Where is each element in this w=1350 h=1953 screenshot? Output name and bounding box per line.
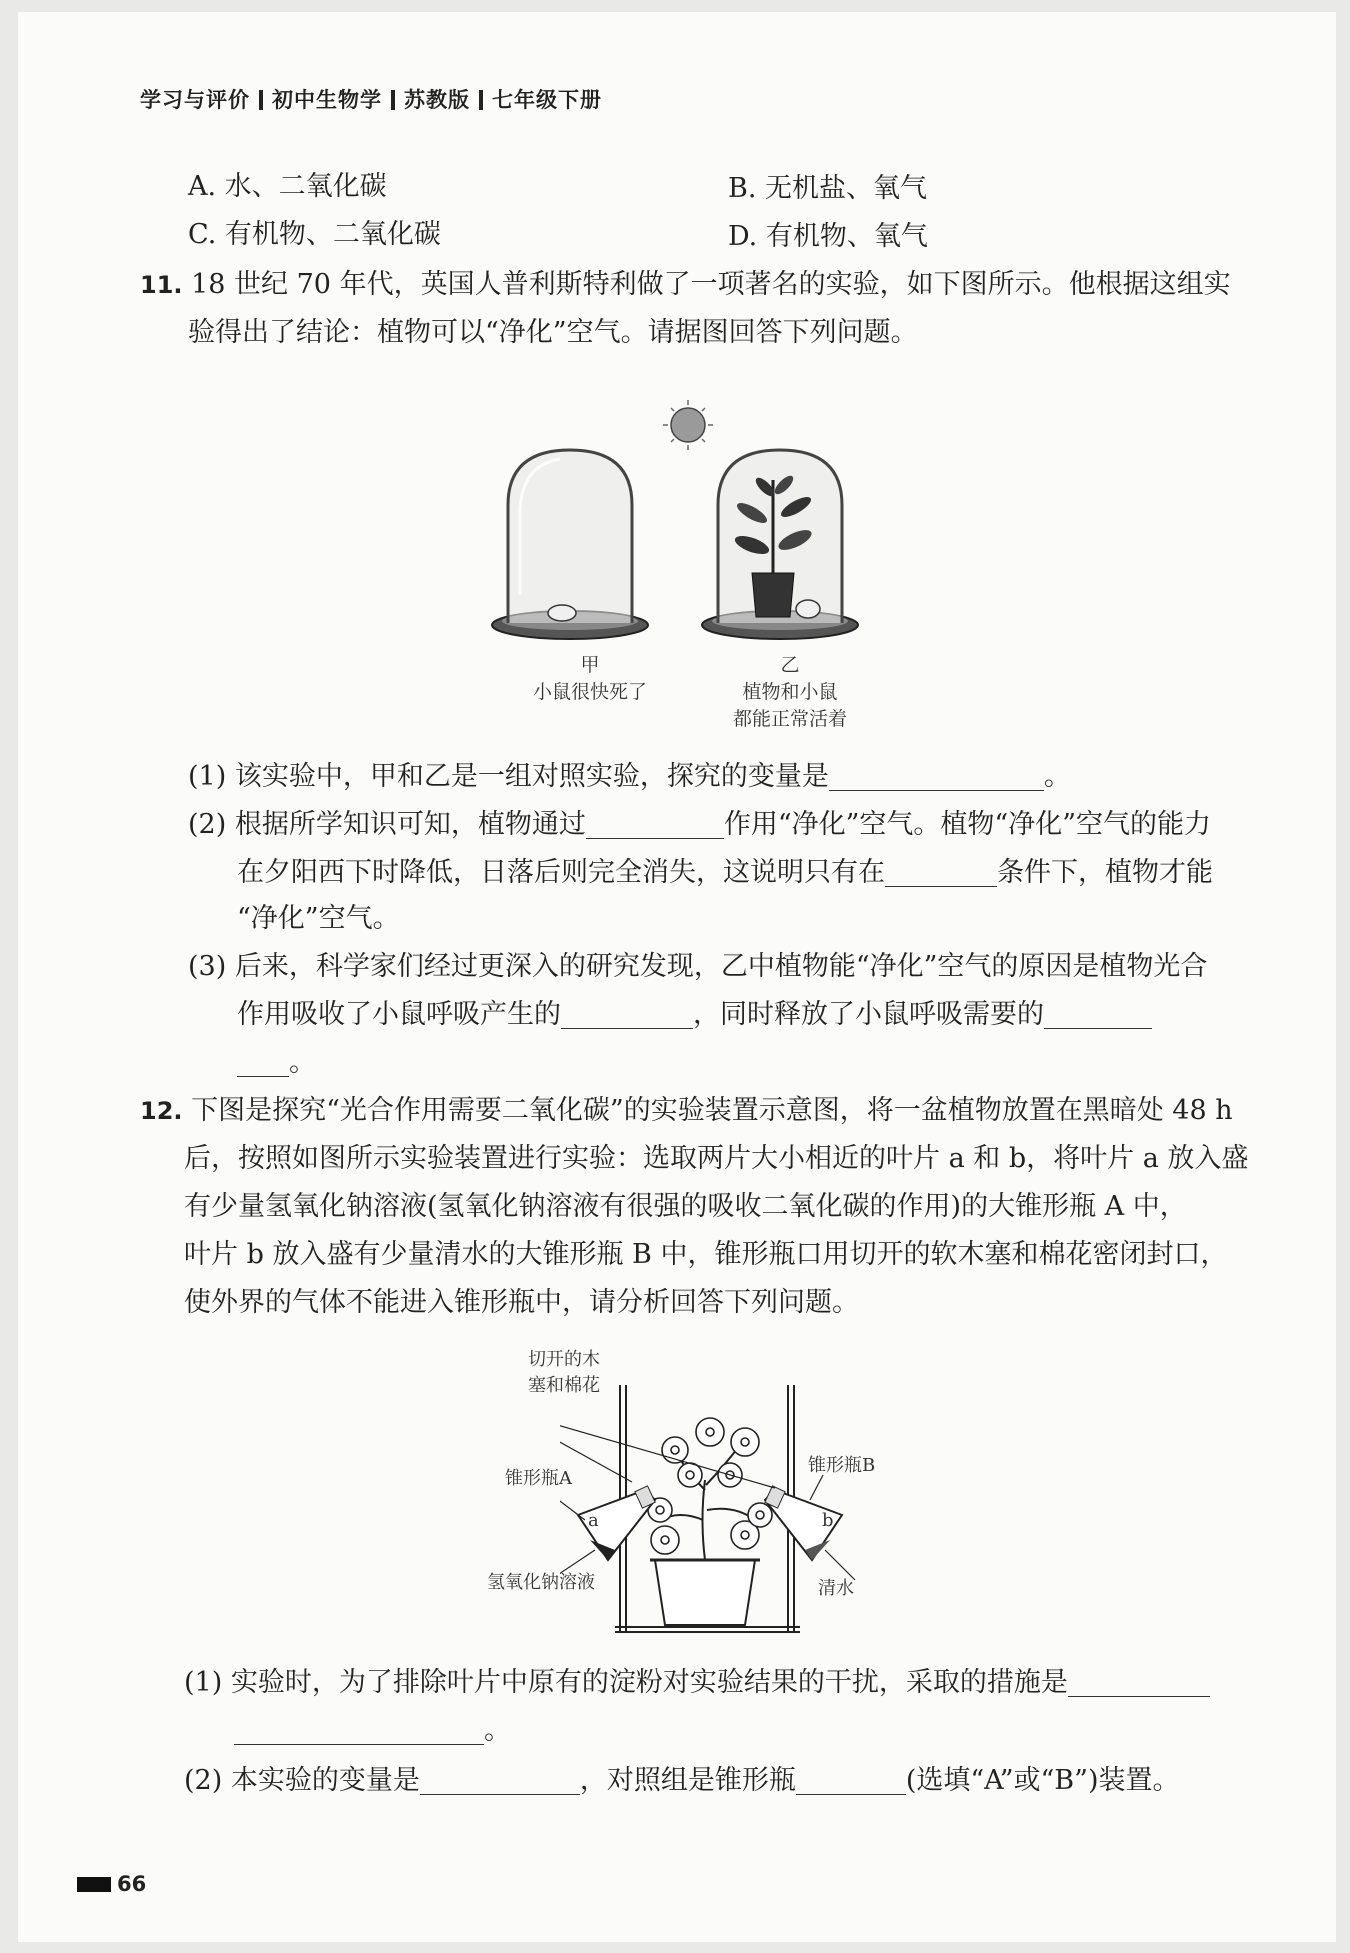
q11-sub2-text-a: (2) 根据所学知识可知，植物通过 (188, 809, 586, 840)
q12-line3: 有少量氢氧化钠溶液(氢氧化钠溶液有很强的吸收二氧化碳的作用)的大锥形瓶 A 中， (184, 1191, 1187, 1222)
q12-sub1-text: (1) 实验时，为了排除叶片中原有的淀粉对实验结果的干扰，采取的措施是 (184, 1667, 1068, 1698)
q12-line1 (140, 1096, 1233, 1126)
q12-text-1: 下图是探究“光合作用需要二氧化碳”的实验装置示意图，将一盆植物放置在黑暗处 48 h (191, 1095, 1233, 1126)
header-separator (479, 90, 483, 110)
q12-sub2 (184, 1766, 1179, 1796)
q11-sub3-end: 。 (289, 1047, 316, 1078)
flower-pot (655, 1560, 755, 1625)
leaf-a-label: a (588, 1510, 599, 1531)
q12-sub2-text-c: (选填“A”或“B”)装置。 (905, 1765, 1180, 1796)
q11-sub1-end: 。 (1043, 761, 1071, 792)
q12-number: 12. (140, 1097, 183, 1125)
flask-a-label: 锥形瓶A (505, 1468, 572, 1489)
leaf-b-label: b (822, 1510, 834, 1531)
q11-number: 11. (140, 271, 183, 299)
q11-sub3-text-c: ，同时释放了小鼠呼吸需要的 (693, 999, 1044, 1030)
living-mouse (796, 600, 820, 618)
q11-sub3-line2 (237, 1000, 1152, 1030)
q11-sub2-text-d: 条件下，植物才能 (997, 857, 1213, 888)
bell-jar-yi (702, 450, 858, 639)
header-subject: 初中生物学 (272, 88, 382, 112)
q11-sub2-line1 (188, 810, 1211, 840)
q11-line1 (140, 270, 1231, 300)
answer-blank[interactable] (1044, 1002, 1152, 1029)
dead-mouse (548, 605, 576, 621)
answer-blank[interactable] (586, 812, 724, 839)
option-d: D. 有机物、氧气 (728, 221, 928, 252)
q12-sub2-text-a: (2) 本实验的变量是 (184, 1765, 420, 1796)
header-separator (391, 90, 395, 110)
q12-line4: 叶片 b 放入盛有少量清水的大锥形瓶 B 中，锥形瓶口用切开的软木塞和棉花密闭封口， (184, 1239, 1228, 1270)
header-edition: 苏教版 (404, 88, 470, 112)
q12-sub1-line2 (234, 1716, 511, 1746)
q12-sub1-line1 (184, 1668, 1210, 1698)
header-grade: 七年级下册 (492, 88, 602, 112)
option-a: A. 水、二氧化碳 (188, 171, 387, 202)
answer-blank[interactable] (234, 1718, 484, 1745)
q11-line2: 验得出了结论：植物可以“净化”空气。请据图回答下列问题。 (188, 317, 918, 348)
answer-blank[interactable] (420, 1768, 580, 1795)
running-header (140, 84, 602, 114)
answer-blank[interactable] (885, 860, 997, 887)
answer-blank[interactable] (237, 1050, 289, 1077)
sun-icon (663, 400, 713, 450)
yi-caption-2: 都能正常活着 (732, 708, 847, 730)
q11-sub2-text-c: 在夕阳西下时降低，日落后则完全消失，这说明只有在 (237, 857, 885, 888)
yi-label: 乙 (780, 654, 800, 676)
option-b: B. 无机盐、氧气 (728, 173, 928, 204)
water-label: 清水 (818, 1578, 854, 1599)
answer-blank[interactable] (796, 1768, 906, 1795)
header-separator (259, 90, 263, 110)
flask-b-label: 锥形瓶B (808, 1455, 876, 1476)
q12-line2: 后，按照如图所示实验装置进行实验：选取两片大小相近的叶片 a 和 b，将叶片 a 放入盛 (184, 1143, 1249, 1174)
footer-bar (77, 1877, 111, 1892)
cork-label-1: 切开的木 (528, 1349, 600, 1370)
naoh-label: 氢氧化钠溶液 (487, 1572, 595, 1593)
jia-label: 甲 (580, 654, 600, 676)
q12-sub1-end: 。 (484, 1715, 511, 1746)
answer-blank[interactable] (1068, 1670, 1210, 1697)
cork-label-2: 塞和棉花 (528, 1375, 600, 1396)
bell-jar-jia (492, 450, 648, 639)
q12-sub2-text-b: ，对照组是锥形瓶 (579, 1765, 796, 1796)
q11-sub3-line1: (3) 后来，科学家们经过更深入的研究发现，乙中植物能“净化”空气的原因是植物光合 (188, 951, 1208, 982)
answer-blank[interactable] (829, 764, 1044, 791)
q11-sub2-line3: “净化”空气。 (237, 903, 400, 934)
q11-sub3-line3 (237, 1048, 316, 1078)
q11-text-1: 18 世纪 70 年代，英国人普利斯特利做了一项著名的实验，如下图所示。他根据这组实 (191, 269, 1231, 300)
q11-sub2-text-b: 作用“净化”空气。植物“净化”空气的能力 (723, 809, 1212, 840)
answer-blank[interactable] (561, 1002, 693, 1029)
option-c: C. 有机物、二氧化碳 (188, 219, 441, 250)
flowers (648, 1418, 772, 1554)
page-number: 66 (117, 1872, 147, 1896)
q11-sub1-text: (1) 该实验中，甲和乙是一组对照实验，探究的变量是 (188, 761, 829, 792)
header-series: 学习与评价 (140, 88, 250, 112)
q11-sub3-text-b: 作用吸收了小鼠呼吸产生的 (237, 999, 561, 1030)
yi-caption-1: 植物和小鼠 (742, 681, 838, 703)
q11-sub2-line2 (237, 858, 1213, 888)
bell-jar-figure (490, 395, 880, 655)
jia-caption: 小鼠很快死了 (532, 681, 647, 703)
q12-line5: 使外界的气体不能进入锥形瓶中，请分析回答下列问题。 (184, 1287, 859, 1318)
q11-sub1 (188, 762, 1071, 792)
page-footer (77, 1872, 146, 1896)
flask-apparatus-figure (560, 1370, 920, 1640)
